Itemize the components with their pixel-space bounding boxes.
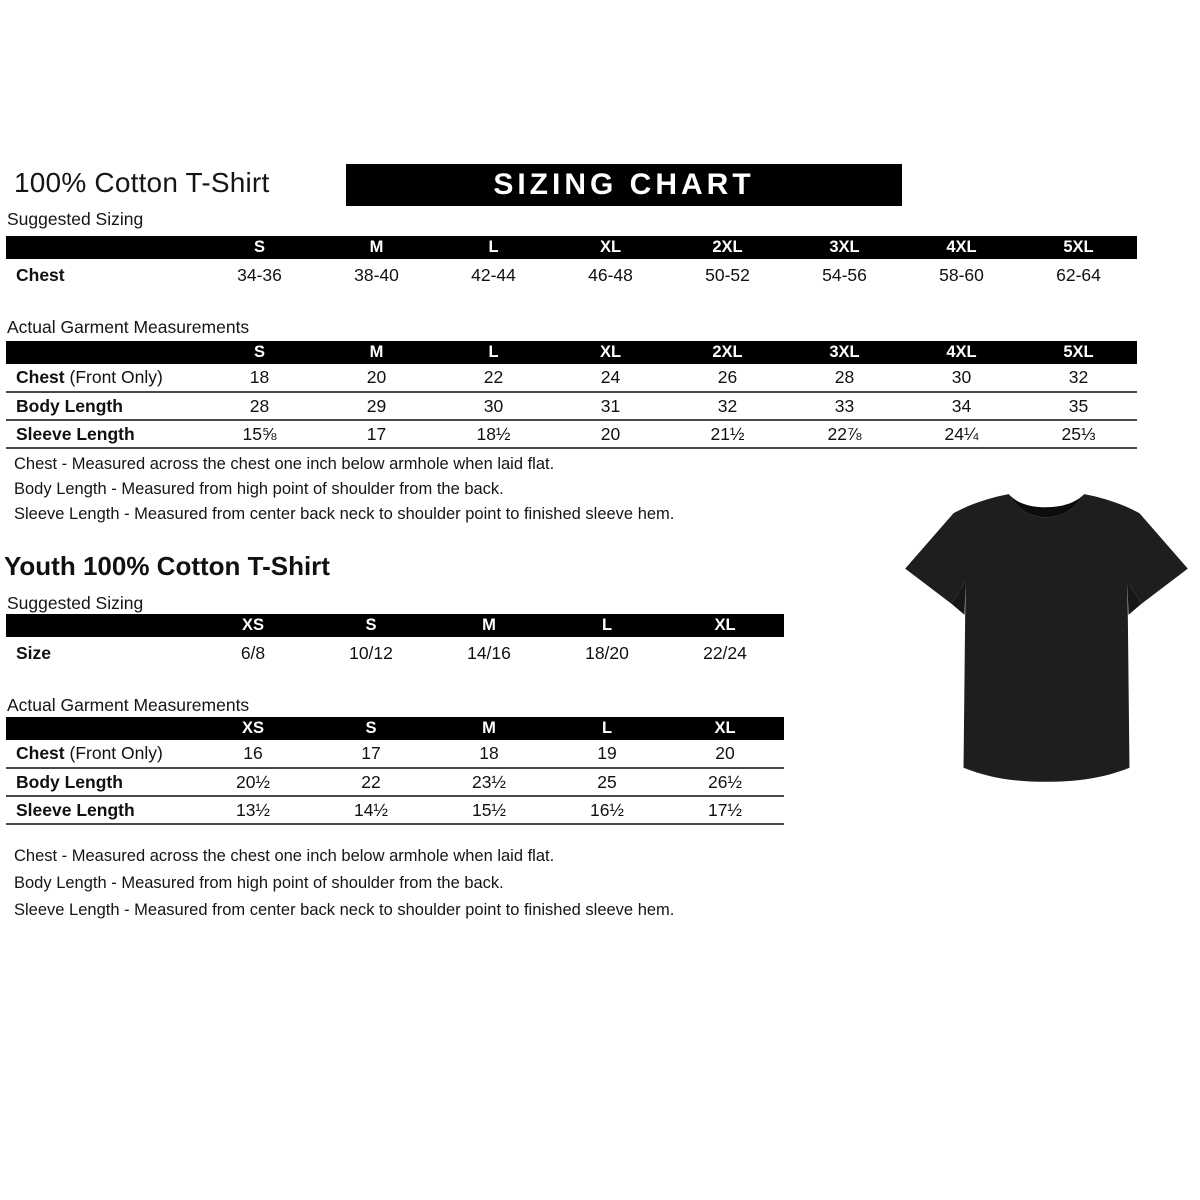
youth-actual-measurements-label: Actual Garment Measurements (7, 695, 250, 715)
size-column-header: XL (666, 614, 784, 637)
measurement-cell: 6/8 (240, 643, 266, 663)
size-column-header: 5XL (1020, 341, 1137, 364)
size-column-header: S (312, 717, 430, 740)
measurement-cell: 22⅞ (827, 423, 862, 444)
row-label: Chest (16, 265, 65, 285)
measurement-cell: 13½ (235, 799, 271, 820)
size-column-header: XL (552, 236, 669, 259)
measurement-cell: 50-52 (705, 265, 750, 285)
table-row (6, 392, 1137, 420)
size-column-header: 4XL (903, 236, 1020, 259)
measurement-cell: 34-36 (237, 265, 282, 285)
table-header-row (6, 717, 784, 740)
measurement-note: Chest - Measured across the chest one inch below armhole when laid flat. (14, 847, 555, 865)
measurement-cell: 22 (483, 367, 504, 387)
measurement-cell: 33 (834, 395, 855, 416)
adult-suggested-sizing-label: Suggested Sizing (7, 209, 144, 229)
measurement-cell: 18 (249, 367, 270, 387)
measurement-cell: 38-40 (354, 265, 399, 285)
table-corner-cell (6, 236, 201, 259)
size-column-header: 3XL (786, 341, 903, 364)
size-column-header: M (318, 341, 435, 364)
measurement-cell: 18/20 (585, 643, 629, 663)
measurement-cell: 20 (366, 367, 387, 387)
measurement-note: Sleeve Length - Measured from center back neck to shoulder point to finished sleeve hem. (14, 901, 675, 919)
sizing-chart-banner: SIZING CHART (346, 164, 902, 206)
table-header-row (6, 341, 1137, 364)
measurement-cell: 25⅓ (1061, 423, 1096, 444)
measurement-cell: 18½ (476, 423, 511, 444)
measurement-cell: 28 (249, 395, 270, 416)
adult-suggested-sizing-table (6, 236, 1137, 292)
measurement-cell: 20 (600, 423, 621, 444)
measurement-cell: 14½ (353, 799, 389, 820)
measurement-cell: 58-60 (939, 265, 984, 285)
row-label: Body Length (16, 395, 123, 416)
measurement-cell: 30 (483, 395, 504, 416)
measurement-note: Sleeve Length - Measured from center back neck to shoulder point to finished sleeve hem. (14, 505, 675, 523)
measurement-note: Chest - Measured across the chest one inch below armhole when laid flat. (14, 455, 555, 473)
size-column-header: 3XL (786, 236, 903, 259)
table-header-row (6, 614, 784, 637)
row-label: Chest (Front Only) (16, 743, 163, 763)
size-column-header: 2XL (669, 236, 786, 259)
measurement-cell: 17 (366, 423, 387, 444)
adult-actual-measurements-label: Actual Garment Measurements (7, 317, 250, 337)
table-row (6, 364, 1137, 392)
row-label: Body Length (16, 771, 123, 792)
measurement-cell: 18 (479, 743, 499, 763)
measurement-cell: 15½ (471, 799, 507, 820)
size-column-header: L (548, 614, 666, 637)
tshirt-graphic (893, 464, 1200, 816)
size-column-header: 4XL (903, 341, 1020, 364)
size-column-header: L (435, 236, 552, 259)
youth-suggested-sizing-label: Suggested Sizing (7, 593, 144, 613)
measurement-cell: 28 (834, 367, 855, 387)
size-column-header: XL (552, 341, 669, 364)
measurement-cell: 30 (951, 367, 972, 387)
measurement-cell: 35 (1068, 395, 1089, 416)
measurement-cell: 14/16 (467, 643, 511, 663)
measurement-cell: 20 (715, 743, 735, 763)
page-title: 100% Cotton T-Shirt (14, 167, 270, 198)
measurement-cell: 19 (597, 743, 617, 763)
table-row (6, 768, 784, 796)
row-label: Chest (Front Only) (16, 367, 163, 387)
measurement-cell: 20½ (235, 771, 271, 792)
measurement-cell: 34 (951, 395, 972, 416)
measurement-cell: 42-44 (471, 265, 516, 285)
table-row (6, 637, 784, 670)
measurement-cell: 32 (717, 395, 738, 416)
measurement-cell: 54-56 (822, 265, 867, 285)
size-column-header: XS (194, 717, 312, 740)
table-row (6, 740, 784, 768)
youth-measurement-notes (14, 843, 674, 924)
measurement-cell: 24 (600, 367, 621, 387)
measurement-cell: 62-64 (1056, 265, 1101, 285)
measurement-cell: 15⅝ (242, 423, 277, 444)
size-column-header: XL (666, 717, 784, 740)
measurement-cell: 16 (243, 743, 263, 763)
adult-actual-measurements-table (6, 341, 1137, 449)
row-label: Size (16, 643, 52, 663)
measurement-cell: 21½ (710, 423, 745, 444)
adult-measurement-notes (14, 452, 674, 527)
measurement-cell: 10/12 (349, 643, 393, 663)
measurement-cell: 23½ (471, 771, 507, 792)
size-column-header: L (548, 717, 666, 740)
table-row (6, 259, 1137, 292)
size-column-header: M (318, 236, 435, 259)
row-label: Sleeve Length (16, 423, 135, 444)
measurement-cell: 16½ (589, 799, 625, 820)
size-column-header: S (201, 341, 318, 364)
measurement-cell: 25 (597, 771, 617, 792)
row-label: Sleeve Length (16, 799, 135, 820)
measurement-cell: 26 (717, 367, 738, 387)
measurement-cell: 29 (366, 395, 387, 416)
table-corner-cell (6, 341, 201, 364)
measurement-cell: 32 (1068, 367, 1089, 387)
measurement-cell: 17½ (707, 799, 743, 820)
size-column-header: M (430, 717, 548, 740)
size-column-header: 2XL (669, 341, 786, 364)
youth-actual-measurements-table (6, 717, 784, 825)
measurement-note: Body Length - Measured from high point of shoulder from the back. (14, 480, 504, 498)
measurement-cell: 46-48 (588, 265, 633, 285)
measurement-cell: 26½ (707, 771, 743, 792)
tshirt-image (893, 464, 1200, 816)
table-row (6, 796, 784, 824)
size-column-header: 5XL (1020, 236, 1137, 259)
measurement-cell: 17 (361, 743, 381, 763)
size-column-header: L (435, 341, 552, 364)
size-column-header: XS (194, 614, 312, 637)
size-column-header: S (201, 236, 318, 259)
youth-suggested-sizing-table (6, 614, 784, 670)
size-column-header: S (312, 614, 430, 637)
tshirt-body-shape (905, 494, 1188, 782)
measurement-note: Body Length - Measured from high point of shoulder from the back. (14, 874, 504, 892)
youth-section-title: Youth 100% Cotton T-Shirt (4, 551, 330, 581)
measurement-cell: 22/24 (703, 643, 747, 663)
table-corner-cell (6, 717, 194, 740)
size-column-header: M (430, 614, 548, 637)
table-row (6, 420, 1137, 448)
table-corner-cell (6, 614, 194, 637)
table-header-row (6, 236, 1137, 259)
measurement-cell: 22 (361, 771, 381, 792)
measurement-cell: 31 (600, 395, 621, 416)
measurement-cell: 24¼ (944, 423, 979, 444)
